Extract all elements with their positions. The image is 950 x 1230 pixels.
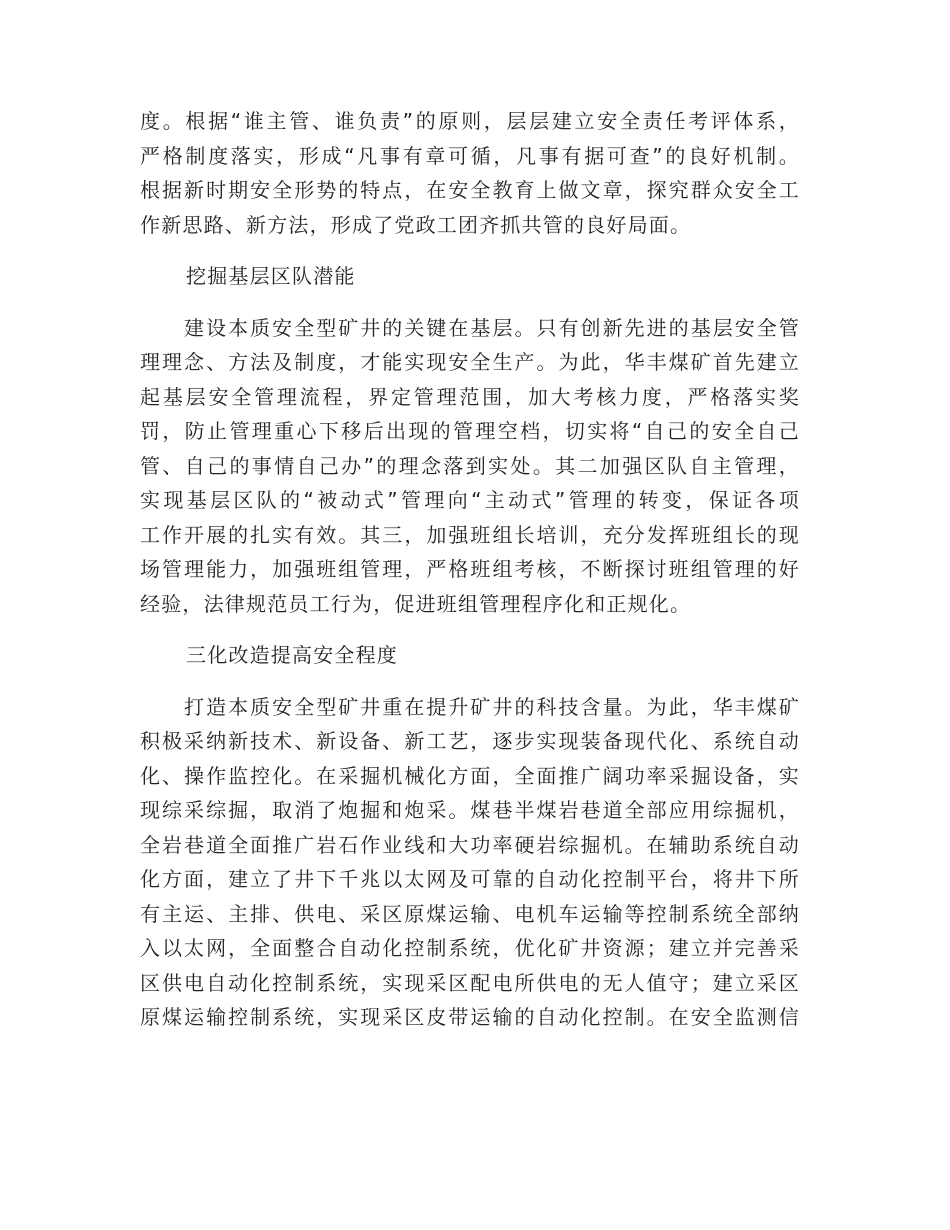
text-line: 根据新时期安全形势的特点，在安全教育上做文章，探究群众安全工 bbox=[140, 178, 800, 202]
text-line: 实现基层区队的“被动式”管理向“主动式”管理的转变，保证各项 bbox=[140, 488, 800, 512]
text-line: 区供电自动化控制系统，实现采区配电所供电的无人值守；建立采区 bbox=[140, 970, 800, 995]
text-line: 全岩巷道全面推广岩石作业线和大功率硬岩综掘机。在辅助系统自动 bbox=[140, 832, 800, 857]
text-line: 原煤运输控制系统，实现采区皮带运输的自动化控制。在安全监测信 bbox=[140, 1005, 800, 1029]
text-line: 理理念、方法及制度，才能实现安全生产。为此，华丰煤矿首先建立 bbox=[140, 350, 800, 374]
paragraph-responsibility bbox=[140, 104, 800, 242]
text-line: 化方面，建立了井下千兆以太网及可靠的自动化控制平台，将井下所 bbox=[140, 867, 800, 891]
text-line: 有主运、主排、供电、采区原煤运输、电机车运输等控制系统全部纳 bbox=[140, 901, 800, 926]
paragraph-grassroots bbox=[140, 311, 800, 622]
paragraph-modernization bbox=[140, 690, 800, 1035]
text-line: 场管理能力，加强班组管理，严格班组考核，不断探讨班组管理的好 bbox=[140, 557, 800, 581]
text-line: 罚，防止管理重心下移后出现的管理空档，切实将“自己的安全自己 bbox=[140, 419, 800, 443]
document-body bbox=[140, 104, 800, 1052]
text-line: 入以太网，全面整合自动化控制系统，优化矿井资源；建立并完善采 bbox=[140, 936, 800, 960]
text-line: 建设本质安全型矿井的关键在基层。只有创新先进的基层安全管 bbox=[140, 315, 800, 340]
text-line: 现综采综掘，取消了炮掘和炮采。煤巷半煤岩巷道全部应用综掘机， bbox=[140, 798, 800, 822]
text-line: 打造本质安全型矿井重在提升矿井的科技含量。为此，华丰煤矿 bbox=[140, 694, 800, 719]
text-line: 作新思路、新方法，形成了党政工团齐抓共管的良好局面。 bbox=[140, 212, 692, 237]
text-line: 起基层安全管理流程，界定管理范围，加大考核力度，严格落实奖 bbox=[140, 384, 800, 409]
text-line: 管、自己的事情自己办”的理念落到实处。其二加强区队自主管理， bbox=[140, 453, 800, 478]
text-line: 化、操作监控化。在采掘机械化方面，全面推广阔功率采掘设备，实 bbox=[140, 763, 800, 788]
text-line: 经验，法律规范员工行为，促进班组管理程序化和正规化。 bbox=[140, 591, 692, 616]
text-line: 严格制度落实，形成“凡事有章可循，凡事有据可查”的良好机制。 bbox=[140, 143, 800, 168]
section-heading-modernization: 三化改造提高安全程度 bbox=[186, 643, 398, 667]
text-line: 积极采纳新技术、新设备、新工艺，逐步实现装备现代化、系统自动 bbox=[140, 729, 800, 753]
text-line: 度。根据“谁主管、谁负责”的原则，层层建立安全责任考评体系， bbox=[140, 109, 800, 133]
text-line: 工作开展的扎实有效。其三，加强班组长培训，充分发挥班组长的现 bbox=[140, 522, 800, 547]
section-heading-grassroots: 挖掘基层区队潜能 bbox=[186, 264, 356, 288]
